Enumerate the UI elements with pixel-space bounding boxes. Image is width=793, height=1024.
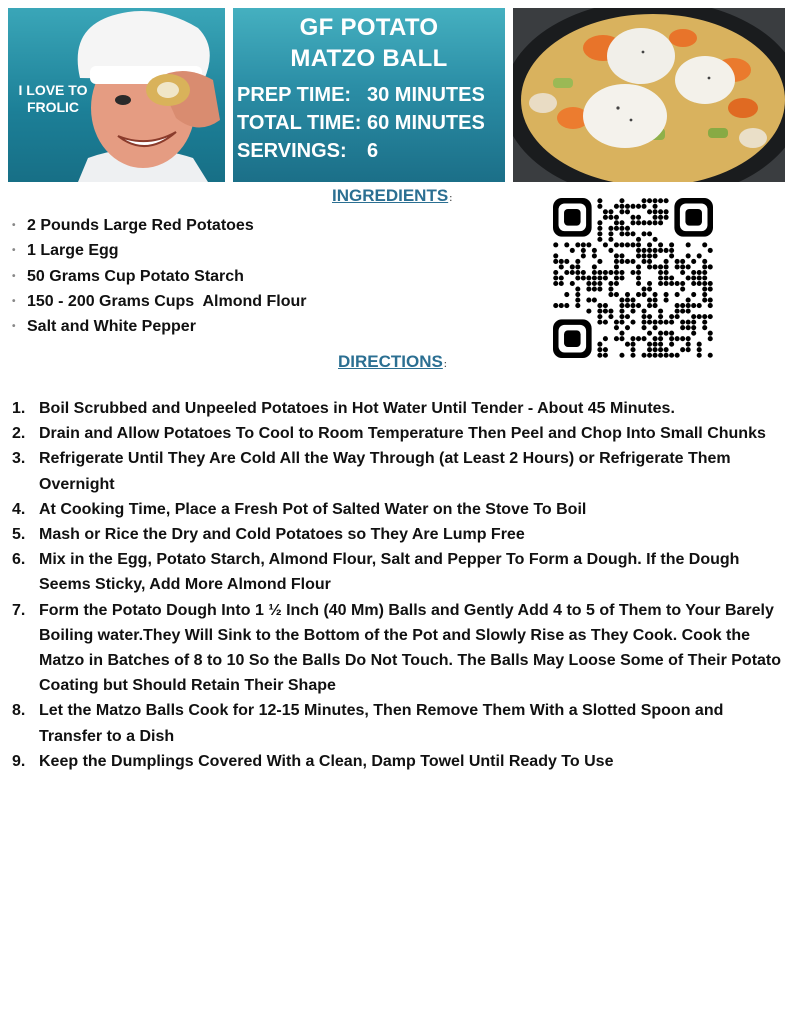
ingredients-heading: INGREDIENTS: xyxy=(332,186,453,205)
servings-row xyxy=(237,140,379,163)
direction-step xyxy=(12,446,787,496)
ingredient-item xyxy=(12,238,306,263)
bullet-icon: • xyxy=(12,321,16,333)
prep-time-value: 30 MINUTES xyxy=(367,84,485,106)
recipe-title xyxy=(233,12,505,74)
bullet-icon: • xyxy=(12,295,16,307)
direction-step xyxy=(12,421,787,446)
step-number: 1. xyxy=(12,400,26,417)
direction-step xyxy=(12,396,787,421)
step-text: Boil Scrubbed and Unpeeled Potatoes in Hot Water Until Tender - About 45 Minutes. xyxy=(39,400,675,417)
ingredients-list xyxy=(12,213,306,339)
ingredient-text: 150 - 200 Grams Cups Almond Flour xyxy=(27,292,307,310)
title-line-1: GF POTATO xyxy=(299,14,439,41)
prep-time-row xyxy=(237,84,485,107)
step-number: 2. xyxy=(12,425,26,443)
step-text: Drain and Allow Potatoes To Cool to Room Temperature Then Peel and Chop Into Small Chunks xyxy=(39,425,766,443)
bullet-icon: • xyxy=(12,245,16,257)
step-text: Form the Potato Dough Into 1 ½ Inch (40 Mm) Balls and Gently Add 4 to 5 of Them to Your Barely Boiling water.They Will Sink to the Bottom of the Pot and Slowly Rise as They Cook. Cook the Matzo in Batches of 8 to 10 So the Balls Do Not Touch. The Balls May Loose Some of Their Potato Coating but Should Retain Their Shape xyxy=(39,601,782,695)
title-line-2: MATZO BALL xyxy=(290,45,448,72)
ingredient-text: 1 Large Egg xyxy=(27,242,119,260)
qr-code-icon[interactable] xyxy=(553,198,713,358)
prep-time-label: PREP TIME: xyxy=(237,84,352,106)
step-number: 5. xyxy=(12,526,26,544)
ingredient-text: 50 Grams Cup Potato Starch xyxy=(27,267,244,285)
directions-heading: DIRECTIONS: xyxy=(338,352,447,371)
ingredients-heading-text: INGREDIENTS xyxy=(332,186,449,205)
soup-photo xyxy=(513,8,785,182)
total-time-row xyxy=(237,112,485,135)
ingredient-item xyxy=(12,289,306,314)
step-text: Mash or Rice the Dry and Cold Potatoes so They Are Lump Free xyxy=(39,526,525,544)
direction-step xyxy=(12,749,787,774)
step-number: 3. xyxy=(12,450,26,468)
recipe-title-banner xyxy=(233,8,505,182)
step-number: 9. xyxy=(12,752,26,770)
step-number: 7. xyxy=(12,601,26,619)
bullet-icon: • xyxy=(12,220,16,231)
direction-step xyxy=(12,522,787,547)
chef-photo xyxy=(8,8,225,182)
directions-list xyxy=(12,396,787,774)
total-time-value: 60 MINUTES xyxy=(367,112,485,134)
directions-heading-text: DIRECTIONS xyxy=(338,352,443,371)
bullet-icon: • xyxy=(12,270,16,282)
direction-step xyxy=(12,698,787,748)
ingredient-text: Salt and White Pepper xyxy=(27,318,196,336)
step-text: Keep the Dumplings Covered With a Clean, Damp Towel Until Ready To Use xyxy=(39,752,614,770)
direction-step xyxy=(12,497,787,522)
step-text: Mix in the Egg, Potato Starch, Almond Flour, Salt and Pepper To Form a Dough. If the Dough Seems Sticky, Add More Almond Flour xyxy=(39,551,740,594)
step-number: 6. xyxy=(12,551,26,569)
step-text: At Cooking Time, Place a Fresh Pot of Salted Water on the Stove To Boil xyxy=(39,500,587,518)
step-number: 8. xyxy=(12,702,26,720)
step-number: 4. xyxy=(12,500,26,518)
total-time-label: TOTAL TIME: xyxy=(237,112,362,134)
direction-step xyxy=(12,598,787,699)
servings-value: 6 xyxy=(367,140,379,162)
direction-step xyxy=(12,547,787,597)
step-text: Let the Matzo Balls Cook for 12-15 Minutes, Then Remove Them With a Slotted Spoon and Transfer to a Dish xyxy=(39,702,724,745)
ingredient-item xyxy=(12,264,306,289)
step-text: Refrigerate Until They Are Cold All the Way Through (at Least 2 Hours) or Refrigerate Them Overnight xyxy=(39,450,731,493)
ingredient-item xyxy=(12,314,306,339)
soup-illustration xyxy=(513,8,785,182)
ingredient-text: 2 Pounds Large Red Potatoes xyxy=(27,217,254,234)
photo-caption: I LOVE TO FROLIC xyxy=(18,82,88,115)
ingredient-item xyxy=(12,213,306,238)
servings-label: SERVINGS: xyxy=(237,140,347,162)
